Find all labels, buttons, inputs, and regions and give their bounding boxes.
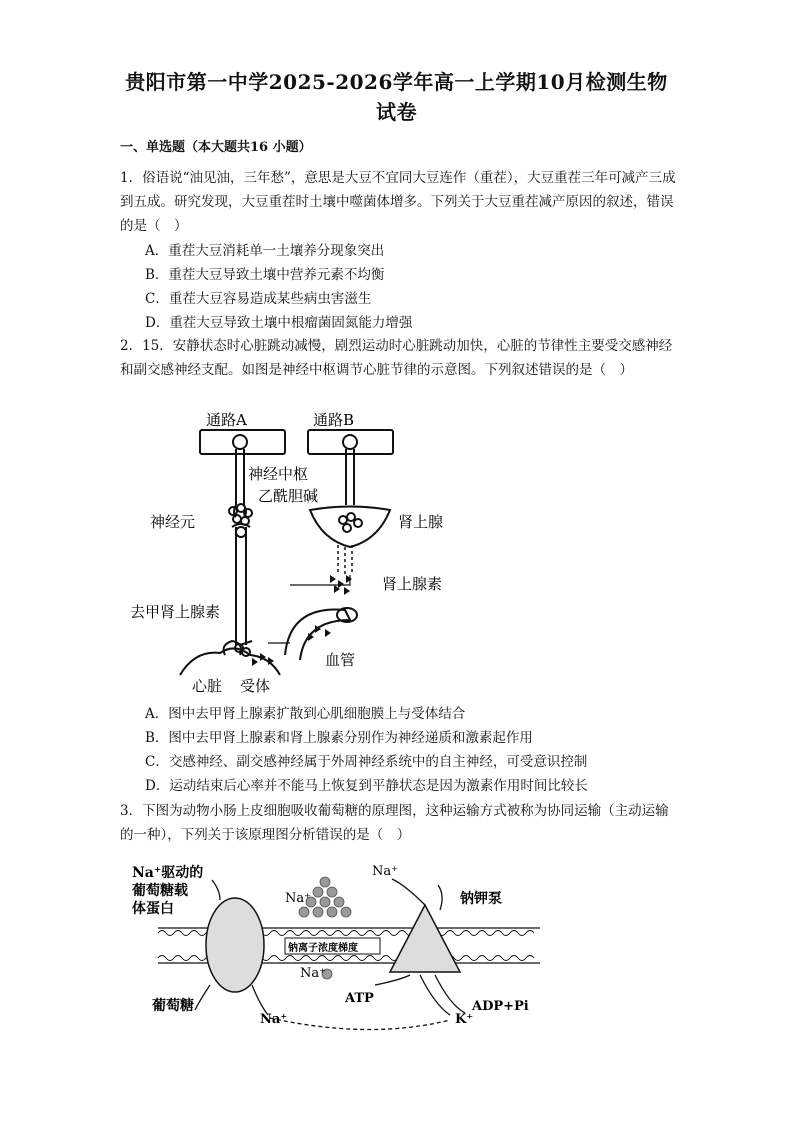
label-norepinephrine: 去甲肾上腺素	[130, 603, 221, 621]
section-header: 一、单选题（本大题共16 小题）	[120, 140, 312, 155]
exam-title-line2: 试卷	[376, 100, 417, 124]
label-path-a: 通路A	[206, 411, 247, 429]
label-blood-vessel: 血管	[325, 651, 356, 669]
q2-option-a: A．图中去甲肾上腺素扩散到心肌细胞膜上与受体结合	[145, 706, 466, 722]
label-epinephrine: 肾上腺素	[382, 575, 443, 593]
label-glucose: 葡萄糖	[152, 998, 194, 1014]
question-1-stem: 1．俗语说“油见油，三年愁”，意思是大豆不宜同大豆连作（重茬），大豆重茬三年可减产三成到五成。研究发现，大豆重茬时土壤中噬菌体增多。下列关于大豆重茬减产原因的叙述，错误的是（ ）	[120, 170, 676, 234]
label-neuron: 神经元	[150, 513, 196, 531]
label-receptor: 受体	[240, 677, 271, 695]
figure-heart-regulation	[130, 405, 480, 695]
q1-option-b: B．重茬大豆导致土壤中营养元素不均衡	[145, 267, 385, 283]
q1-option-a: A．重茬大豆消耗单一土壤养分现象突出	[145, 243, 385, 259]
label-acetylcholine: 乙酰胆碱	[258, 487, 319, 505]
label-adp-pi: ADP+Pi	[472, 999, 529, 1014]
label-na-bottom: Na⁺	[260, 1012, 288, 1027]
q1-option-d: D．重茬大豆导致土壤中根瘤菌固氮能力增强	[145, 315, 413, 331]
q1-option-c: C．重茬大豆容易造成某些病虫害滋生	[145, 291, 372, 307]
label-carrier-line1: Na⁺驱动的	[132, 865, 204, 881]
label-atp: ATP	[345, 991, 374, 1006]
label-carrier-line2: 葡萄糖载	[132, 883, 188, 899]
label-carrier-line3: 体蛋白	[132, 901, 174, 917]
question-3-stem: 3．下图为动物小肠上皮细胞吸收葡萄糖的原理图，这种运输方式被称为协同运输（主动运输的一种），下列关于该原理图分析错误的是（ ）	[120, 803, 669, 843]
label-adrenal-gland: 肾上腺	[398, 513, 444, 531]
label-k-ion: K⁺	[455, 1012, 474, 1027]
exam-title-line1: 贵阳市第一中学2025-2026学年高一上学期10月检测生物	[125, 70, 668, 94]
q2-option-d: D．运动结束后心率并不能马上恢复到平静状态是因为激素作用时间比较长	[145, 778, 588, 794]
q2-option-c: C．交感神经、副交感神经属于外周神经系统中的自主神经，可受意识控制	[145, 754, 588, 770]
label-heart: 心脏	[192, 677, 223, 695]
question-2-stem: 2．15．安静状态时心脏跳动减慢，剧烈运动时心脏跳动加快，心脏的节律性主要受交感神经和副交感神经支配。如图是神经中枢调节心脏节律的示意图。下列叙述错误的是（ ）	[120, 338, 673, 378]
label-na-top: Na⁺	[372, 864, 398, 879]
label-path-b: 通路B	[313, 411, 355, 429]
label-sodium-potassium-pump: 钠钾泵	[460, 891, 502, 907]
label-sodium-gradient: 钠离子浓度梯度	[288, 943, 358, 954]
q2-option-b: B．图中去甲肾上腺素和肾上腺素分别作为神经递质和激素起作用	[145, 730, 533, 746]
figure-glucose-transport	[120, 855, 550, 1040]
label-na-mid: Na⁺	[285, 891, 311, 906]
label-nerve-center: 神经中枢	[248, 465, 309, 483]
label-na-inner: Na⁺	[300, 966, 326, 981]
